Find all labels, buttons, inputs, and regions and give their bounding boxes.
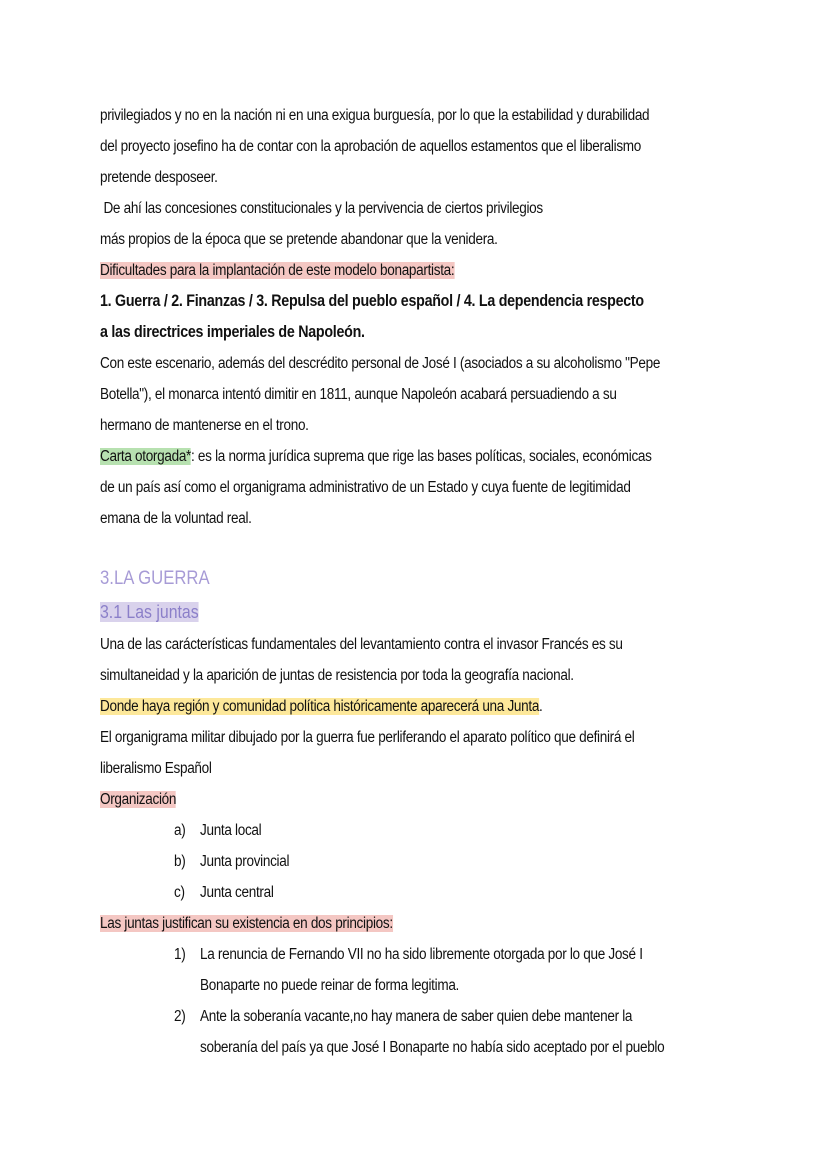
- paragraph-line: liberalismo Español: [100, 760, 212, 777]
- principles-heading: Las juntas justifican su existencia en dos principios:: [100, 915, 393, 932]
- principles-heading-line: [100, 908, 654, 939]
- list-marker: 1): [174, 946, 186, 963]
- carta-definition-text: : es la norma jurídica suprema que rige las bases políticas, sociales, económicas: [191, 448, 652, 465]
- section-title: 3.LA GUERRA: [100, 568, 210, 589]
- subsection-title: 3.1 Las juntas: [100, 602, 199, 622]
- highlight-line: [100, 691, 654, 722]
- paragraph-line: De ahí las concesiones constitucionales y la pervivencia de ciertos privilegios: [100, 200, 543, 217]
- list-marker: 2): [174, 1008, 186, 1025]
- paragraph-line: hermano de mantenerse en el trono.: [100, 417, 309, 434]
- list-item: [100, 1001, 730, 1032]
- list-marker: b): [174, 853, 186, 870]
- difficulties-heading-line: [100, 255, 654, 286]
- subsection-title-line: [100, 596, 654, 629]
- list-item-text: Junta provincial: [200, 853, 290, 870]
- paragraph-line: privilegiados y no en la nación ni en una exigua burguesía, por lo que la estabilidad y durabilidad: [100, 107, 650, 124]
- difficulties-heading: Dificultades para la implantación de este modelo bonapartista:: [100, 262, 455, 279]
- list-item: [100, 815, 730, 846]
- highlight-end: .: [539, 698, 543, 715]
- list-marker: c): [174, 884, 185, 901]
- list-item: [100, 846, 730, 877]
- list-item-text: Junta local: [200, 822, 262, 839]
- list-item-text: soberanía del país ya que José I Bonaparte no había sido aceptado por el pueblo: [200, 1039, 665, 1056]
- difficulties-list-line: a las directrices imperiales de Napoleón.: [100, 323, 365, 341]
- difficulties-list-line: 1. Guerra / 2. Finanzas / 3. Repulsa del pueblo español / 4. La dependencia respecto: [100, 292, 644, 310]
- junta-highlight: Donde haya región y comunidad política históricamente aparecerá una Junta: [100, 698, 540, 715]
- list-item-text: La renuncia de Fernando VII no ha sido libremente otorgada por lo que José I: [200, 946, 643, 963]
- paragraph-line: Botella"), el monarca intentó dimitir en 1811, aunque Napoleón acabará persuadiendo a su: [100, 386, 617, 403]
- list-item: [100, 877, 730, 908]
- list-item: [100, 939, 730, 970]
- paragraph-line: más propios de la época que se pretende abandonar que la venidera.: [100, 231, 498, 248]
- carta-term: Carta otorgada*: [100, 448, 192, 465]
- list-item-continuation: [100, 970, 730, 1001]
- paragraph-line: simultaneidad y la aparición de juntas de resistencia por toda la geografía nacional.: [100, 667, 574, 684]
- paragraph-line: Una de las carácterísticas fundamentales del levantamiento contra el invasor Francés es su: [100, 636, 623, 653]
- list-marker: a): [174, 822, 186, 839]
- list-item-text: Junta central: [200, 884, 274, 901]
- paragraph-line: pretende desposeer.: [100, 169, 218, 186]
- document-page: [100, 100, 730, 1063]
- spacer: [100, 534, 730, 562]
- paragraph-line: Con este escenario, además del descrédito personal de José I (asociados a su alcoholismo "Pepe: [100, 355, 661, 372]
- list-item-text: Bonaparte no puede reinar de forma legitima.: [200, 977, 460, 994]
- paragraph-line: de un país así como el organigrama administrativo de un Estado y cuya fuente de legitimidad: [100, 479, 631, 496]
- paragraph-line: emana de la voluntad real.: [100, 510, 252, 527]
- organization-heading-line: [100, 784, 654, 815]
- list-item-continuation: [100, 1032, 730, 1063]
- organization-heading: Organización: [100, 791, 177, 808]
- paragraph-line: del proyecto josefino ha de contar con la aprobación de aquellos estamentos que el liberalismo: [100, 138, 642, 155]
- list-item-text: Ante la soberanía vacante,no hay manera de saber quien debe mantener la: [200, 1008, 633, 1025]
- paragraph-line: El organigrama militar dibujado por la guerra fue perliferando el aparato político que definirá el: [100, 729, 635, 746]
- carta-definition-line: [100, 441, 654, 472]
